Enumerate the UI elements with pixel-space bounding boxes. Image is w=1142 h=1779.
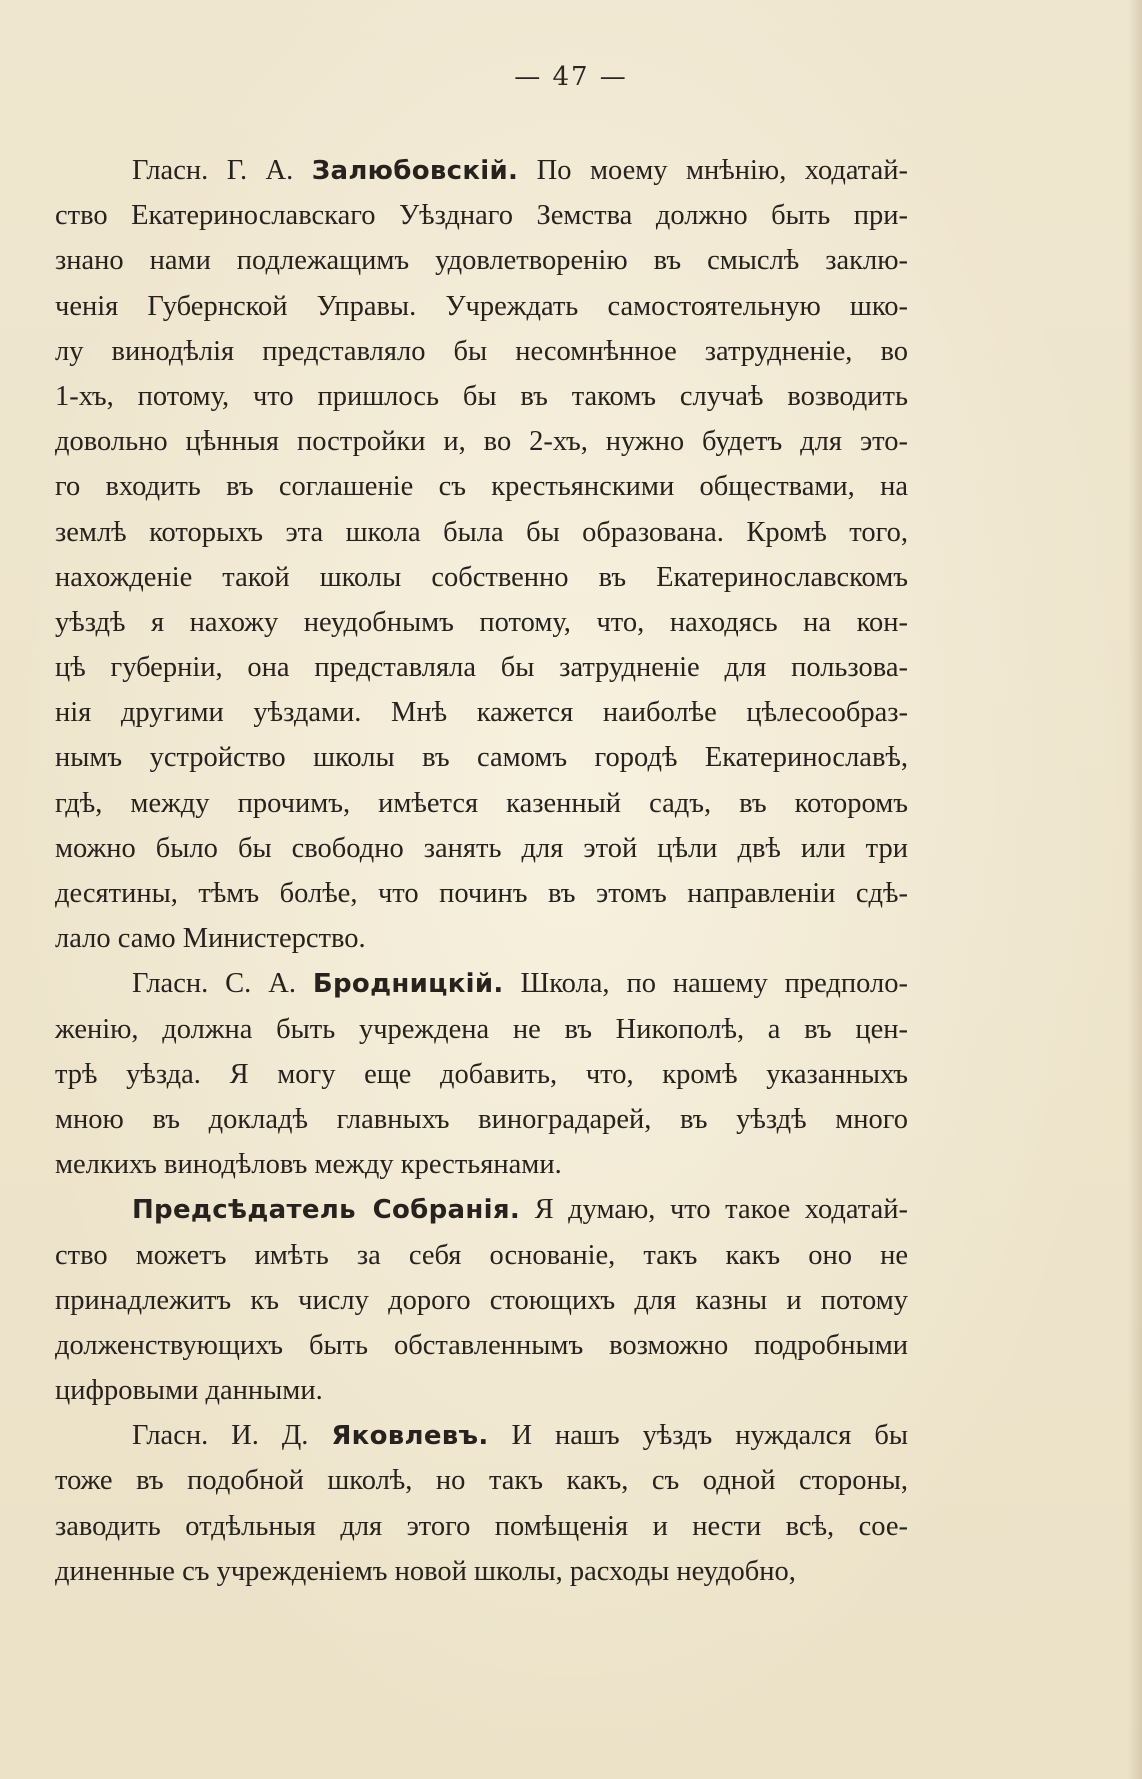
text-line: лу винодѣлія представляло бы несомнѣнное затрудненіе, во [55, 335, 908, 367]
speech-text: И нашъ уѣздъ нуждался бы [511, 1420, 909, 1452]
speech-text: По моему мнѣнію, ходатай- [536, 155, 909, 186]
text-line: мною въ докладѣ главныхъ виноградарей, въ уѣздѣ много [55, 1103, 908, 1135]
text-line: цѣ губерніи, она представляла бы затрудненіе для пользова- [55, 652, 908, 684]
text-line: десятины, тѣмъ болѣе, что починъ въ этомъ направленіи сдѣ- [55, 878, 908, 909]
text-line: 1-хъ, потому, что пришлось бы въ такомъ случаѣ возводить [55, 380, 908, 412]
text-line: мелкихъ винодѣловъ между крестьянами. [55, 1149, 562, 1181]
text-line: нія другими уѣздами. Мнѣ кажется наиболѣе цѣлесообраз- [55, 697, 908, 729]
text-line: ство Екатеринославскаго Уѣзднаго Земства должно быть при- [55, 200, 908, 232]
speaker-name: Бродницкій. [312, 969, 504, 1000]
text-line: знано нами подлежащимъ удовлетворенію въ смыслѣ заклю- [55, 245, 908, 277]
text-line: можно было бы свободно занять для этой цѣли двѣ или три [55, 832, 908, 864]
text-line: землѣ которыхъ эта школа была бы образована. Кромѣ того, [55, 516, 908, 548]
text-line: цифровыми данными. [55, 1375, 323, 1407]
paragraph-first-line [55, 1187, 908, 1232]
speaker-title: Гласн. И. Д. [132, 1420, 309, 1452]
speaker-name: Залюбовскій. [311, 156, 519, 186]
page-number: — 47 — [514, 62, 628, 92]
text-line: трѣ уѣзда. Я могу еще добавить, что, кромѣ указанныхъ [55, 1058, 908, 1090]
document-body [55, 148, 908, 1594]
text-line: гдѣ, между прочимъ, имѣется казенный садъ, въ которомъ [55, 787, 908, 819]
text-line: уѣздѣ я нахожу неудобнымъ потому, что, находясь на кон- [55, 606, 908, 638]
page-edge-shadow [1128, 0, 1142, 1779]
text-line: нахожденіе такой школы собственно въ Екатеринославскомъ [55, 561, 908, 593]
paragraph [55, 961, 908, 1187]
text-line: лало само Министерство. [55, 923, 366, 955]
speaker-name: Яковлевъ. [331, 1421, 489, 1452]
speaker-title: Гласн. С. А. [132, 968, 296, 1000]
text-line: долженствующихъ быть обставленнымъ возможно подробными [55, 1329, 908, 1361]
text-line: тоже въ подобной школѣ, но такъ какъ, съ одной стороны, [55, 1465, 908, 1497]
text-line: ство можетъ имѣть за себя основаніе, такъ какъ оно не [55, 1239, 908, 1271]
text-line: довольно цѣнныя постройки и, во 2-хъ, нужно будетъ для это- [55, 426, 908, 458]
text-line: заводить отдѣльныя для этого помѣщенія и нести всѣ, сое- [55, 1510, 908, 1542]
paragraph-first-line [55, 1413, 908, 1458]
text-line: принадлежитъ къ числу дорого стоющихъ для казны и потому [55, 1284, 908, 1316]
speaker-name: Предсѣдатель Собранія. [132, 1195, 521, 1226]
speech-text: Школа, по нашему предполо- [520, 968, 909, 1000]
text-line: ченія Губернской Управы. Учреждать самостоятельную шко- [55, 290, 908, 322]
paragraph [55, 1187, 908, 1413]
paragraph [55, 148, 908, 961]
paragraph-first-line [55, 961, 908, 1006]
text-line: диненные съ учрежденіемъ новой школы, расходы неудобно, [55, 1555, 796, 1587]
speech-text: Я думаю, что такое ходатай- [534, 1194, 908, 1226]
speaker-title: Гласн. Г. А. [132, 155, 294, 186]
text-line: го входить въ соглашеніе съ крестьянскими обществами, на [55, 471, 908, 503]
text-line: женію, должна быть учреждена не въ Никополѣ, а въ цен- [55, 1013, 908, 1045]
paragraph [55, 1413, 908, 1594]
text-line: нымъ устройство школы въ самомъ городѣ Екатеринославѣ, [55, 742, 908, 774]
paragraph-first-line [55, 148, 908, 193]
